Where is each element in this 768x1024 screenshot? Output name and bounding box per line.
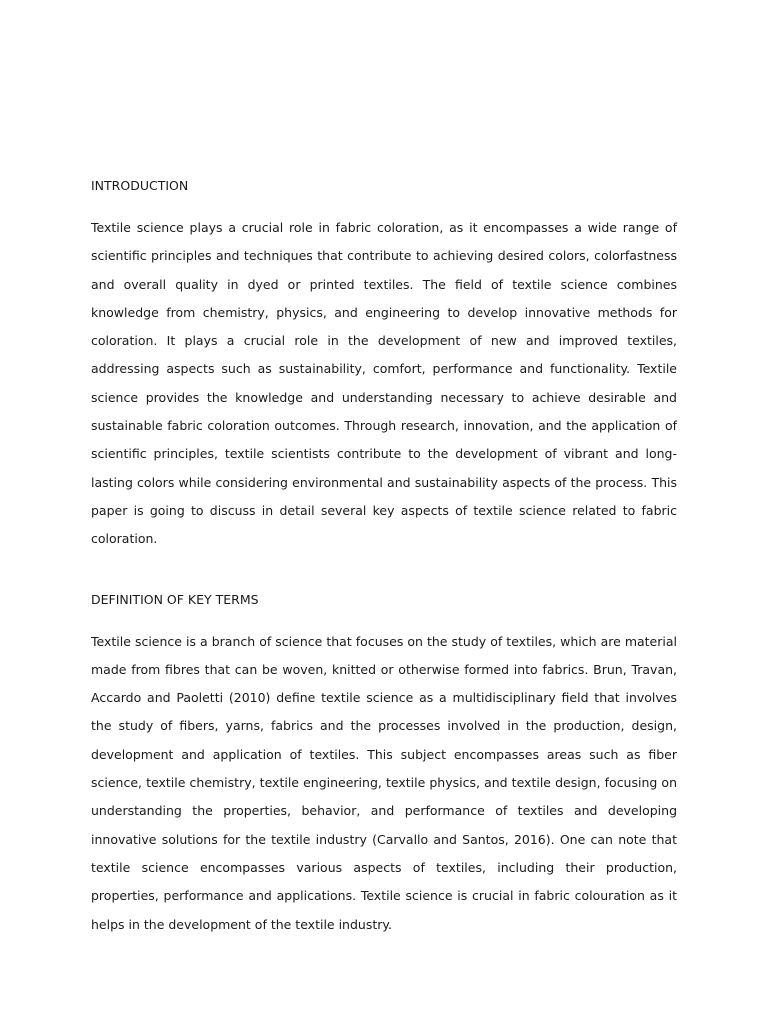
section-heading-introduction: INTRODUCTION bbox=[91, 178, 189, 193]
section-paragraph-introduction: Textile science plays a crucial role in fabric coloration, as it encompasses a wide range of scientific principles and techniques that contribute to achieving desired colors, colorfastness and overall quality in dyed or printed textiles. The field of textile science combines knowledge from chemistry, physics, and engineering to develop innovative methods for coloration. It plays a crucial role in the development of new and improved textiles, addressing aspects such as sustainability, comfort, performance and functionality. Textile science provides the knowledge and understanding necessary to achieve desirable and sustainable fabric coloration outcomes. Through research, innovation, and the application of scientific principles, textile scientists contribute to the development of vibrant and long-lasting colors while considering environmental and sustainability aspects of the process. This paper is going to discuss in detail several key aspects of textile science related to fabric coloration. bbox=[91, 220, 677, 547]
section-paragraph-definition-of-key-terms: Textile science is a branch of science that focuses on the study of textiles, which are material made from fibres that can be woven, knitted or otherwise formed into fabrics. Brun, Travan, Accardo and Paoletti (2010) define textile science as a multidisciplinary field that involves the study of fibers, yarns, fabrics and the processes involved in the production, design, development and application of textiles. This subject encompasses areas such as fiber science, textile chemistry, textile engineering, textile physics, and textile design, focusing on understanding the properties, behavior, and performance of textiles and developing innovative solutions for the textile industry (Carvallo and Santos, 2016). One can note that textile science encompasses various aspects of textiles, including their production, properties, performance and applications. Textile science is crucial in fabric colouration as it helps in the development of the textile industry. bbox=[91, 633, 677, 932]
section-heading-definition-of-key-terms: DEFINITION OF KEY TERMS bbox=[91, 591, 259, 607]
document-body bbox=[91, 176, 677, 939]
